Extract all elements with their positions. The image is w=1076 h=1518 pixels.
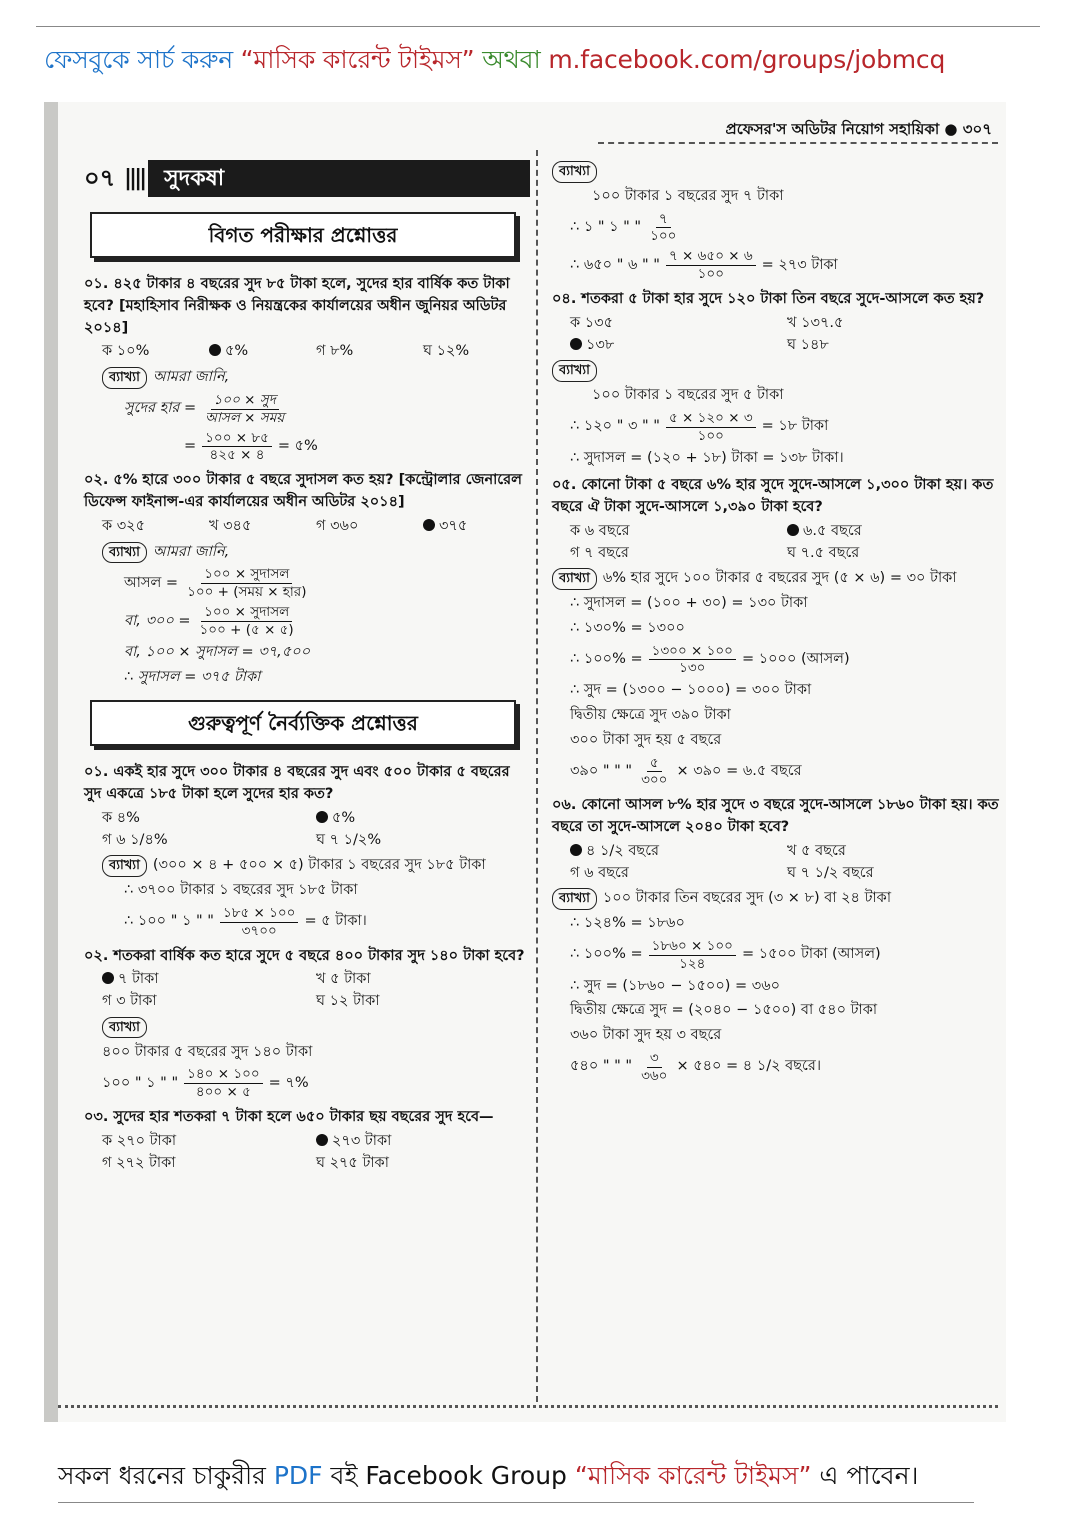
- option-correct: ১৩৮: [570, 335, 787, 357]
- option-correct: ৩৭৫: [423, 516, 530, 538]
- option: গ ৬ ১/৪%: [102, 831, 168, 848]
- formula-lhs: ১০০ " ১ " ": [102, 1074, 179, 1091]
- banner-group-name: “মাসিক কারেন্ট টাইমস”: [240, 45, 475, 74]
- formula-lhs: ∴ ১২০ " ৩ " ": [570, 418, 660, 435]
- fraction-denominator: ১০০: [697, 266, 724, 283]
- working-line: ৩৬০ টাকা সুদ হয় ৩ বছরে: [570, 1027, 722, 1043]
- footer-text: এ পাবেন।: [819, 1461, 919, 1490]
- option-correct: ৭ টাকা: [102, 969, 316, 991]
- option: ঘ ৭.৫ বছরে: [787, 544, 860, 561]
- formula-line: [102, 1066, 530, 1101]
- chapter-number: ০৭: [84, 164, 116, 192]
- option: খ ৩৪৫: [209, 517, 252, 534]
- explanation-tag: ব্যাখ্যা: [552, 161, 597, 183]
- options: [570, 521, 1004, 565]
- header-banner: [44, 40, 945, 83]
- option: ক ৬ বছরে: [570, 522, 630, 539]
- fraction-denominator: ৩০০: [641, 772, 668, 789]
- options: [102, 969, 530, 1013]
- option: ঘ ১২ টাকা: [316, 993, 380, 1009]
- explanation-tag: ব্যাখ্যা: [102, 542, 147, 564]
- chapter-stripes-icon: ||||: [124, 165, 145, 191]
- explanation: [552, 161, 1004, 183]
- option-correct: ৫%: [209, 341, 316, 363]
- option: ঘ ৭ ১/২%: [316, 831, 382, 848]
- question-text: ০৪. শতকরা ৫ টাকা হার সুদে ১২০ টাকা তিন বছরে সুদে-আসলে কত হয়?: [552, 291, 985, 307]
- formula-lhs: বা, ৩০০ =: [124, 612, 191, 629]
- fraction-numerator: ১৮৬০ × ১০০: [649, 938, 736, 956]
- working-line: ১০০ টাকার ১ বছরের সুদ ৫ টাকা: [592, 387, 784, 403]
- option-correct: ৪ ১/২ বছরে: [570, 841, 787, 863]
- option: ঘ ১৪৮: [787, 336, 829, 353]
- footer-text: বই Facebook Group: [330, 1461, 567, 1490]
- explanation-tag: ব্যাখ্যা: [102, 855, 147, 877]
- formula-line: [124, 604, 530, 639]
- formula-rhs: = ১৮ টাকা: [761, 418, 829, 435]
- option: ঘ ২৭৫ টাকা: [316, 1154, 389, 1171]
- option: গ ২৭২ টাকা: [102, 1154, 176, 1171]
- explanation-tag: ব্যাখ্যা: [552, 360, 597, 382]
- formula-line: [124, 566, 530, 601]
- formula-lhs: ৩৯০ " " ": [570, 763, 633, 779]
- formula-line: [124, 392, 530, 427]
- options: [102, 516, 530, 538]
- explanation-tag: ব্যাখ্যা: [102, 1017, 147, 1039]
- formula-line: [570, 643, 1004, 678]
- explanation: [552, 888, 1004, 910]
- footer-banner: [58, 1456, 918, 1499]
- bottom-dot-rule: [58, 1405, 998, 1408]
- option: ক ১০%: [102, 343, 150, 360]
- options: [570, 841, 1004, 885]
- formula-lhs: ∴ ১০০% =: [570, 946, 643, 963]
- working-line: ৩০০ টাকা সুদ হয় ৫ বছরে: [570, 731, 722, 748]
- fraction-denominator: ১০০ + (সময় × হার): [187, 584, 307, 601]
- working-line: ৪০০ টাকার ৫ বছরের সুদ ১৪০ টাকা: [102, 1043, 313, 1060]
- formula-lhs: ∴ ১০০% =: [570, 651, 643, 667]
- option: খ ৫ টাকা: [316, 971, 371, 988]
- explanation-tag: ব্যাখ্যা: [102, 367, 147, 389]
- right-column: [552, 158, 1004, 1088]
- option: ঘ ১২%: [423, 343, 470, 360]
- explanation-text: আমরা জানি,: [152, 543, 230, 560]
- section-heading-previous: বিগত পরীক্ষার প্রশ্নোত্তর: [90, 212, 516, 258]
- fraction-numerator: ১০০ × সুদাসল: [201, 604, 292, 622]
- options: [102, 1131, 530, 1175]
- formula-line: [124, 905, 530, 940]
- options: [102, 808, 530, 852]
- fraction-denominator: ১০০: [697, 427, 724, 444]
- fraction-denominator: ১৩০: [679, 660, 706, 677]
- working-line: দ্বিতীয় ক্ষেত্রে সুদ ৩৯০ টাকা: [570, 707, 731, 723]
- fraction-numerator: ১৩০০ × ১০০: [649, 643, 736, 661]
- formula-lhs: ∴ ১০০ " ১ " ": [124, 913, 214, 930]
- formula-rhs: × ৫৪০ = ৪ ১/২ বছরে।: [676, 1058, 822, 1075]
- formula-lhs: ∴ ১ " ১ " ": [570, 219, 642, 235]
- option: ক ২৭০ টাকা: [102, 1132, 177, 1149]
- scanned-page: [44, 102, 1006, 1422]
- explanation-text: ১০০ টাকার তিন বছরের সুদ (৩ × ৮) বা ২৪ টাকা: [602, 890, 892, 907]
- question-text: ০৩. সুদের হার শতকরা ৭ টাকা হলে ৬৫০ টাকার ছয় বছরের সুদ হবে—: [84, 1109, 494, 1125]
- explanation-text: ৬% হার সুদে ১০০ টাকার ৫ বছরের সুদ (৫ × ৬) = ৩০ টাকা: [602, 570, 957, 587]
- explanation: [552, 568, 1004, 590]
- explanation: [102, 542, 530, 564]
- working-line: ∴ সুদাসল = (১০০ + ৩০) = ১৩০ টাকা: [570, 595, 808, 611]
- chapter-title: সুদকষা: [148, 160, 530, 197]
- fraction-denominator: ১০০ + (৫ × ৫): [199, 621, 294, 638]
- left-column: [84, 158, 530, 1178]
- formula-lhs: =: [184, 438, 197, 454]
- explanation: [102, 367, 530, 389]
- formula-lhs: ∴ ৬৫০ " ৬ " ": [570, 256, 660, 273]
- column-separator: [536, 150, 538, 1402]
- question-text: ০১. ৪২৫ টাকার ৪ বছরের সুদ ৮৫ টাকা হলে, সুদের হার বার্ষিক কত টাকা হবে? [মহাহিসাব নিরীক্ষক ও নিয়ন্ত্রকের কার্যালয়ের অধীন জুনিয়র অডিটর ২০১৪]: [84, 276, 510, 336]
- option-correct: ২৭৩ টাকা: [316, 1131, 530, 1153]
- option-correct: ৬.৫ বছরে: [787, 521, 1004, 543]
- top-rule: [36, 26, 1040, 27]
- fraction-numerator: ৭ × ৬৫০ × ৬: [666, 248, 756, 266]
- footer-text: সকল ধরনের চাকুরীর: [58, 1461, 266, 1490]
- bottom-rule: [58, 1502, 974, 1503]
- running-head: প্রফেসর'স অডিটর নিয়োগ সহায়িকা ● ৩০৭: [725, 120, 992, 138]
- working-line: ∴ সুদ = (১৩০০ − ১০০০) = ৩০০ টাকা: [570, 682, 812, 699]
- banner-search-text: ফেসবুকে সার্চ করুন: [44, 45, 233, 74]
- formula-line: [570, 755, 1004, 790]
- explanation-text: আমরা জানি,: [152, 369, 230, 385]
- fraction-numerator: ১০০ × ৮৫: [202, 430, 272, 448]
- formula-rhs: = ৭%: [268, 1074, 309, 1091]
- formula-lhs: ৫৪০ " " ": [570, 1058, 633, 1075]
- option: ক ৩২৫: [102, 517, 146, 534]
- working-line: বা, ১০০ × সুদাসল = ৩৭,৫০০: [124, 643, 311, 660]
- fraction-denominator: আসল × সময়: [205, 409, 285, 426]
- footer-group-name: “মাসিক কারেন্ট টাইমস”: [574, 1461, 812, 1490]
- working-line: ∴ ৩৭০০ টাকার ১ বছরের সুদ ১৮৫ টাকা: [124, 882, 358, 898]
- fraction-numerator: ৭: [656, 211, 671, 229]
- formula-lhs: আসল =: [124, 574, 179, 591]
- option: ক ১৩৫: [570, 314, 613, 331]
- option: গ ৮%: [316, 343, 354, 360]
- formula-rhs: × ৩৯০ = ৬.৫ বছরে: [676, 763, 802, 779]
- working-line: ১০০ টাকার ১ বছরের সুদ ৭ টাকা: [592, 187, 784, 204]
- fraction-denominator: ৪২৫ × ৪: [209, 447, 265, 464]
- banner-group-link[interactable]: m.facebook.com/groups/jobmcq: [548, 45, 946, 74]
- question-text: ০১. একই হার সুদে ৩০০ টাকার ৪ বছরের সুদ এবং ৫০০ টাকার ৫ বছরের সুদ একত্রে ১৮৫ টাকা হলে সুদের হার কত?: [84, 764, 510, 802]
- fraction-denominator: ৩৭০০: [241, 922, 277, 939]
- working-line: ∴ সুদ = (১৮৬০ − ১৫০০) = ৩৬০: [570, 977, 781, 994]
- working-line: ∴ সুদাসল = ৩৭৫ টাকা: [124, 668, 261, 685]
- fraction-numerator: ৩: [647, 1050, 662, 1068]
- fraction-denominator: ১২৪: [679, 955, 706, 972]
- formula-rhs: = ১৫০০ টাকা (আসল): [741, 946, 881, 963]
- option: ক ৪%: [102, 809, 140, 826]
- option: ঘ ৭ ১/২ বছরে: [787, 864, 874, 881]
- working-line: ∴ ১৩০% = ১৩০০: [570, 619, 685, 636]
- fraction-numerator: ১০০ × সুদাসল: [201, 566, 292, 584]
- option: গ ৬ বছরে: [570, 864, 629, 881]
- formula-line: [570, 938, 1004, 973]
- working-line: ∴ সুদাসল = (১২০ + ১৮) টাকা = ১৩৮ টাকা।: [570, 449, 844, 466]
- option: গ ৩৬০: [316, 517, 359, 534]
- formula-rhs: = ২৭৩ টাকা: [761, 256, 838, 273]
- explanation: [552, 360, 1004, 382]
- banner-or-text: অথবা: [482, 45, 541, 74]
- explanation-text: (৩০০ × ৪ + ৫০০ × ৫) টাকার ১ বছরের সুদ ১৮৫ টাকা: [152, 857, 486, 874]
- question-text: ০৫. কোনো টাকা ৫ বছরে ৬% হার সুদে সুদে-আসলে ১,৩০০ টাকা হয়। কত বছরে ঐ টাকা সুদে-আসলে ১,৩৯০ টাকা হবে?: [552, 477, 994, 515]
- option: খ ১৩৭.৫: [787, 314, 844, 331]
- section-heading-important: গুরুত্বপূর্ণ নৈর্ব্যক্তিক প্রশ্নোত্তর: [90, 700, 516, 746]
- explanation: [102, 855, 530, 877]
- question-text: ০২. ৫% হারে ৩০০ টাকার ৫ বছরে সুদাসল কত হয়? [কন্ট্রোলার জেনারেল ডিফেন্স ফাইনান্স-এর কার্যালয়ের অধীন অডিটর ২০১৪]: [84, 472, 522, 510]
- fraction-numerator: ১৪০ × ১০০: [184, 1066, 263, 1084]
- options: [102, 341, 530, 363]
- explanation-tag: ব্যাখ্যা: [552, 568, 597, 590]
- fraction-denominator: ৪০০ × ৫: [195, 1084, 251, 1101]
- question-text: ০৬. কোনো আসল ৮% হার সুদে ৩ বছরে সুদে-আসলে ১৮৬০ টাকা হয়। কত বছরে তা সুদে-আসলে ২০৪০ টাকা হবে?: [552, 797, 999, 835]
- formula-line: [570, 410, 1004, 445]
- formula-line: [570, 211, 1004, 246]
- chapter-heading: [84, 158, 530, 198]
- working-line: ∴ ১২৪% = ১৮৬০: [570, 915, 685, 931]
- fraction-numerator: ৫ × ১২০ × ৩: [666, 410, 756, 428]
- question-text: ০২. শতকরা বার্ষিক কত হারে সুদে ৫ বছরে ৪০০ টাকার সুদ ১৪০ টাকা হবে?: [84, 947, 525, 964]
- options: [570, 313, 1004, 357]
- working-line: দ্বিতীয় ক্ষেত্রে সুদ = (২০৪০ − ১৫০০) বা ৫৪০ টাকা: [570, 1002, 878, 1019]
- formula-line: [570, 1050, 1004, 1085]
- fraction-numerator: ১৮৫ × ১০০: [220, 905, 299, 923]
- footer-pdf-text: PDF: [273, 1461, 323, 1490]
- formula-lhs: সুদের হার =: [124, 400, 197, 417]
- explanation-tag: ব্যাখ্যা: [552, 888, 597, 910]
- formula-rhs: = ৫%: [277, 438, 318, 454]
- option: গ ৩ টাকা: [102, 993, 157, 1009]
- formula-rhs: = ৫ টাকা।: [304, 913, 367, 930]
- fraction-denominator: ৩৬০: [641, 1067, 668, 1084]
- option-correct: ৫%: [316, 808, 530, 830]
- option: খ ৫ বছরে: [787, 842, 846, 859]
- formula-line: [570, 248, 1004, 283]
- fraction-numerator: ৫: [647, 755, 662, 773]
- fraction-denominator: ১০০: [650, 228, 677, 245]
- top-dash-rule: [598, 142, 998, 144]
- formula-rhs: = ১০০০ (আসল): [741, 651, 850, 667]
- option: গ ৭ বছরে: [570, 544, 629, 561]
- formula-line: [184, 430, 530, 465]
- explanation: [102, 1017, 530, 1039]
- fraction-numerator: ১০০ × সুদ: [211, 392, 279, 410]
